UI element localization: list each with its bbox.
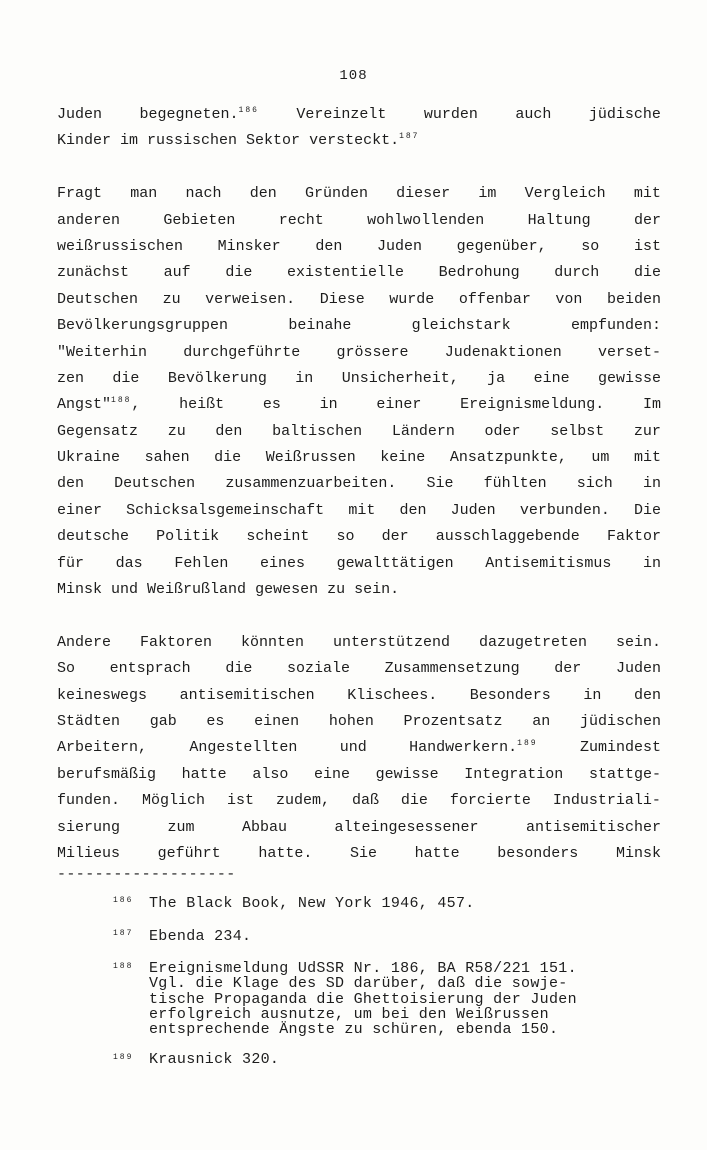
word: sein. xyxy=(615,633,661,651)
word: die xyxy=(633,264,661,282)
paragraph xyxy=(57,630,661,868)
word: wohlwollenden xyxy=(367,211,485,229)
word: es xyxy=(206,712,225,730)
word: jüdischen xyxy=(579,712,661,730)
word: soziale xyxy=(286,660,350,678)
footnote-separator: ------------------- xyxy=(57,866,236,883)
text-line xyxy=(57,419,661,445)
word: beinahe xyxy=(288,317,352,335)
footnote-reference: 187 xyxy=(399,132,420,142)
text-line xyxy=(57,366,661,392)
text-line xyxy=(57,630,661,656)
word: mit xyxy=(348,501,376,519)
word: Diese xyxy=(319,290,365,308)
word: So xyxy=(57,660,76,678)
word: selbst xyxy=(550,422,605,440)
word: gewalttätigen xyxy=(336,554,454,572)
word: Juden xyxy=(57,106,103,123)
word: offenbar xyxy=(458,290,531,308)
text-line xyxy=(57,181,661,207)
word: in xyxy=(642,554,661,572)
word: die xyxy=(400,792,428,810)
word: es xyxy=(262,396,281,414)
word: Zusammensetzung xyxy=(384,660,520,678)
word: hatte xyxy=(414,844,460,862)
word: Gründen xyxy=(304,185,368,203)
word: gleichstark xyxy=(411,317,511,335)
word: Vergleich xyxy=(524,185,606,203)
footnote-line: tische Propaganda die Ghettoisierung der Juden xyxy=(149,990,577,1008)
footnote-number: 188 xyxy=(113,962,134,971)
footnote-text xyxy=(149,895,673,913)
word: für xyxy=(57,554,85,572)
text-line xyxy=(57,313,661,339)
text-line xyxy=(57,656,661,682)
word: Juden xyxy=(376,237,422,255)
word: zum xyxy=(167,818,195,836)
footnote-line: Ereignismeldung UdSSR Nr. 186, BA R58/221 151. xyxy=(149,960,577,977)
word: in xyxy=(642,475,661,493)
word: Industriali- xyxy=(552,792,661,810)
paragraph xyxy=(57,102,661,155)
word: Minsker xyxy=(217,237,281,255)
word: den xyxy=(249,185,277,203)
body-text xyxy=(57,102,661,867)
text-line xyxy=(57,498,661,524)
word: Minsk xyxy=(615,844,661,862)
word: Juden xyxy=(615,660,661,678)
word: Arbeitern, xyxy=(57,739,148,757)
word: an xyxy=(532,712,551,730)
word: sich xyxy=(576,475,613,493)
text-line xyxy=(57,709,661,735)
footnote xyxy=(113,1052,673,1067)
word: jüdische xyxy=(588,106,661,123)
word: Klischees. xyxy=(347,686,438,704)
word: zu xyxy=(162,290,181,308)
word: den xyxy=(399,501,427,519)
word: in xyxy=(583,686,602,704)
word: Schicksalsgemeinschaft xyxy=(126,501,325,519)
footnote-number: 186 xyxy=(113,896,134,905)
word: berufsmäßig xyxy=(57,765,157,783)
word: Unsicherheit, xyxy=(341,369,459,387)
word: geführt xyxy=(157,844,221,862)
text-line xyxy=(57,445,661,471)
word: ist xyxy=(226,792,254,810)
word: antisemitischer xyxy=(525,818,661,836)
word: Städten xyxy=(57,712,121,730)
text-line xyxy=(57,392,661,418)
word: um xyxy=(591,449,610,467)
word: die xyxy=(112,369,140,387)
word: antisemitischen xyxy=(179,686,315,704)
word: Kinder xyxy=(57,132,112,150)
footnote xyxy=(113,928,673,946)
word: einer xyxy=(376,396,422,414)
word: versteckt.$^{187}$ xyxy=(309,132,420,150)
word: Handwerkern.$^{189}$ xyxy=(409,739,538,757)
footnote xyxy=(113,961,673,1037)
footnotes xyxy=(113,895,673,1083)
word: von xyxy=(555,290,583,308)
text-line xyxy=(57,287,661,313)
footnote-line: Ebenda 234. xyxy=(149,928,252,945)
word: hatte xyxy=(181,765,227,783)
word: sein. xyxy=(354,581,400,599)
word: empfunden: xyxy=(570,317,661,335)
word: Ukraine xyxy=(57,449,121,467)
word: anderen xyxy=(57,211,121,229)
word: begegneten.$^{186}$ xyxy=(139,106,259,123)
word: existentielle xyxy=(286,264,404,282)
word: Minsk xyxy=(57,581,103,599)
word: entsprach xyxy=(109,660,191,678)
word: dieser xyxy=(396,185,451,203)
word: nach xyxy=(185,185,222,203)
text-line xyxy=(57,788,661,814)
word: Ereignismeldung. xyxy=(460,396,605,414)
word: auch xyxy=(515,106,552,123)
word: auf xyxy=(163,264,191,282)
word: verbunden. xyxy=(519,501,610,519)
footnote-line: Vgl. die Klage des SD darüber, daß die sowje- xyxy=(149,975,568,993)
word: einer xyxy=(57,501,103,519)
word: Angestellten xyxy=(189,739,298,757)
word: eine xyxy=(533,369,570,387)
text-line xyxy=(57,340,661,366)
word: baltischen xyxy=(272,422,363,440)
paragraph-gap xyxy=(57,603,661,629)
word: eine xyxy=(313,765,350,783)
word: wurden xyxy=(423,106,478,123)
word: Sie xyxy=(349,844,377,862)
word: zunächst xyxy=(57,264,130,282)
word: Faktor xyxy=(606,528,661,546)
word: weißrussischen xyxy=(57,237,184,255)
word: "Weiterhin xyxy=(57,343,148,361)
text-line xyxy=(57,683,661,709)
word: Ansatzpunkte, xyxy=(449,449,567,467)
text-line xyxy=(57,208,661,234)
word: zu xyxy=(327,581,346,599)
footnote-reference: 189 xyxy=(517,739,538,749)
word: Deutschen xyxy=(114,475,196,493)
footnote-reference: 188 xyxy=(111,396,132,406)
word: gewisse xyxy=(597,369,661,387)
word: grössere xyxy=(336,343,409,361)
word: Andere xyxy=(57,633,112,651)
word: Politik xyxy=(156,528,220,546)
word: Faktoren xyxy=(139,633,212,651)
word: unterstützend xyxy=(332,633,450,651)
word: mit xyxy=(633,185,661,203)
footnote-line: entsprechende Ängste zu schüren, ebenda 150. xyxy=(149,1021,559,1039)
word: der xyxy=(633,211,661,229)
word: Weißrussen xyxy=(265,449,356,467)
word: den xyxy=(215,422,243,440)
word: Zumindest xyxy=(579,739,661,757)
text-line xyxy=(57,524,661,550)
text-line xyxy=(57,128,661,154)
word: das xyxy=(115,554,143,572)
word: fühlten xyxy=(483,475,547,493)
footnote-line: Krausnick 320. xyxy=(149,1051,280,1069)
word: die xyxy=(225,264,253,282)
word: alteingesessener xyxy=(334,818,479,836)
word: Integration xyxy=(464,765,564,783)
text-line xyxy=(57,260,661,286)
word: man xyxy=(130,185,158,203)
word: funden. xyxy=(57,792,121,810)
word: Judenaktionen xyxy=(444,343,562,361)
text-line xyxy=(57,815,661,841)
paragraph xyxy=(57,181,661,603)
word: zur xyxy=(633,422,661,440)
word: also xyxy=(252,765,289,783)
word: Bedrohung xyxy=(438,264,520,282)
word: in xyxy=(319,396,338,414)
word: hatte. xyxy=(258,844,313,862)
text-line xyxy=(57,577,661,603)
word: in xyxy=(295,369,314,387)
word: ja xyxy=(487,369,506,387)
text-line xyxy=(57,234,661,260)
word: die xyxy=(225,660,253,678)
word: Haltung xyxy=(527,211,591,229)
word: Abbau xyxy=(241,818,287,836)
word: zusammenzuarbeiten. xyxy=(225,475,397,493)
word: wurde xyxy=(389,290,435,308)
footnote-reference: 186 xyxy=(238,106,259,115)
word: Gebieten xyxy=(163,211,236,229)
footnote-line: The Black Book, New York 1946, 457. xyxy=(149,895,475,912)
word: zu xyxy=(167,422,186,440)
word: gegenüber, xyxy=(456,237,547,255)
word: im xyxy=(120,132,139,150)
word: Angst"$^{188}$, xyxy=(57,396,141,414)
word: Deutschen xyxy=(57,290,139,308)
word: ist xyxy=(633,237,661,255)
word: Ländern xyxy=(391,422,455,440)
footnote-text xyxy=(149,961,673,1037)
word: sahen xyxy=(144,449,190,467)
footnote-number: 189 xyxy=(113,1053,134,1063)
word: so xyxy=(581,237,600,255)
word: deutsche xyxy=(57,528,130,546)
word: Die xyxy=(633,501,661,519)
word: eines xyxy=(259,554,305,572)
word: recht xyxy=(278,211,324,229)
paragraph-gap xyxy=(57,155,661,181)
text-line xyxy=(57,762,661,788)
footnote-number: 187 xyxy=(113,929,134,938)
word: keineswegs xyxy=(57,686,148,704)
word: Vereinzelt xyxy=(296,106,387,123)
word: durchgeführte xyxy=(183,343,301,361)
word: im xyxy=(478,185,497,203)
word: verset- xyxy=(597,343,661,361)
word: gab xyxy=(149,712,177,730)
footnote xyxy=(113,895,673,913)
word: keine xyxy=(380,449,426,467)
footnote-text xyxy=(149,928,673,946)
word: stattge- xyxy=(588,765,661,783)
word: den xyxy=(315,237,343,255)
word: Prozentsatz xyxy=(403,712,503,730)
word: Besonders xyxy=(469,686,551,704)
word: so xyxy=(336,528,355,546)
word: könnten xyxy=(240,633,304,651)
word: Möglich xyxy=(141,792,205,810)
text-line xyxy=(57,471,661,497)
word: den xyxy=(633,686,661,704)
word: beiden xyxy=(606,290,661,308)
word: oder xyxy=(484,422,521,440)
word: Antisemitismus xyxy=(485,554,612,572)
word: durch xyxy=(554,264,600,282)
word: gewisse xyxy=(375,765,439,783)
word: Milieus xyxy=(57,844,121,862)
word: heißt xyxy=(179,396,225,414)
word: Bevölkerung xyxy=(167,369,267,387)
word: gewesen xyxy=(255,581,319,599)
word: einen xyxy=(254,712,300,730)
word: die xyxy=(214,449,242,467)
word: scheint xyxy=(246,528,310,546)
word: ausschlaggebende xyxy=(435,528,580,546)
word: verweisen. xyxy=(205,290,296,308)
word: Fragt xyxy=(57,185,103,203)
word: Im xyxy=(642,396,661,414)
word: Sektor xyxy=(246,132,301,150)
word: den xyxy=(57,475,85,493)
word: Bevölkerungsgruppen xyxy=(57,317,229,335)
word: Juden xyxy=(450,501,496,519)
word: Sie xyxy=(426,475,454,493)
word: russischen xyxy=(147,132,238,150)
word: zen xyxy=(57,369,85,387)
footnote-text xyxy=(149,1052,673,1067)
page-number: 108 xyxy=(339,68,368,84)
word: daß xyxy=(351,792,379,810)
word: sierung xyxy=(57,818,121,836)
word: Fehlen xyxy=(174,554,229,572)
word: zudem, xyxy=(275,792,330,810)
word: der xyxy=(554,660,582,678)
text-line xyxy=(57,102,661,128)
footnote-line: erfolgreich ausnutze, um bei den Weißrussen xyxy=(149,1005,549,1023)
text-line xyxy=(57,735,661,761)
text-line xyxy=(57,551,661,577)
text-line xyxy=(57,841,661,867)
word: dazugetreten xyxy=(478,633,587,651)
word: forcierte xyxy=(449,792,531,810)
word: mit xyxy=(633,449,661,467)
word: Gegensatz xyxy=(57,422,139,440)
word: der xyxy=(381,528,409,546)
word: und xyxy=(111,581,139,599)
word: besonders xyxy=(497,844,579,862)
word: und xyxy=(339,739,367,757)
word: hohen xyxy=(328,712,374,730)
word: Weißrußland xyxy=(147,581,247,599)
